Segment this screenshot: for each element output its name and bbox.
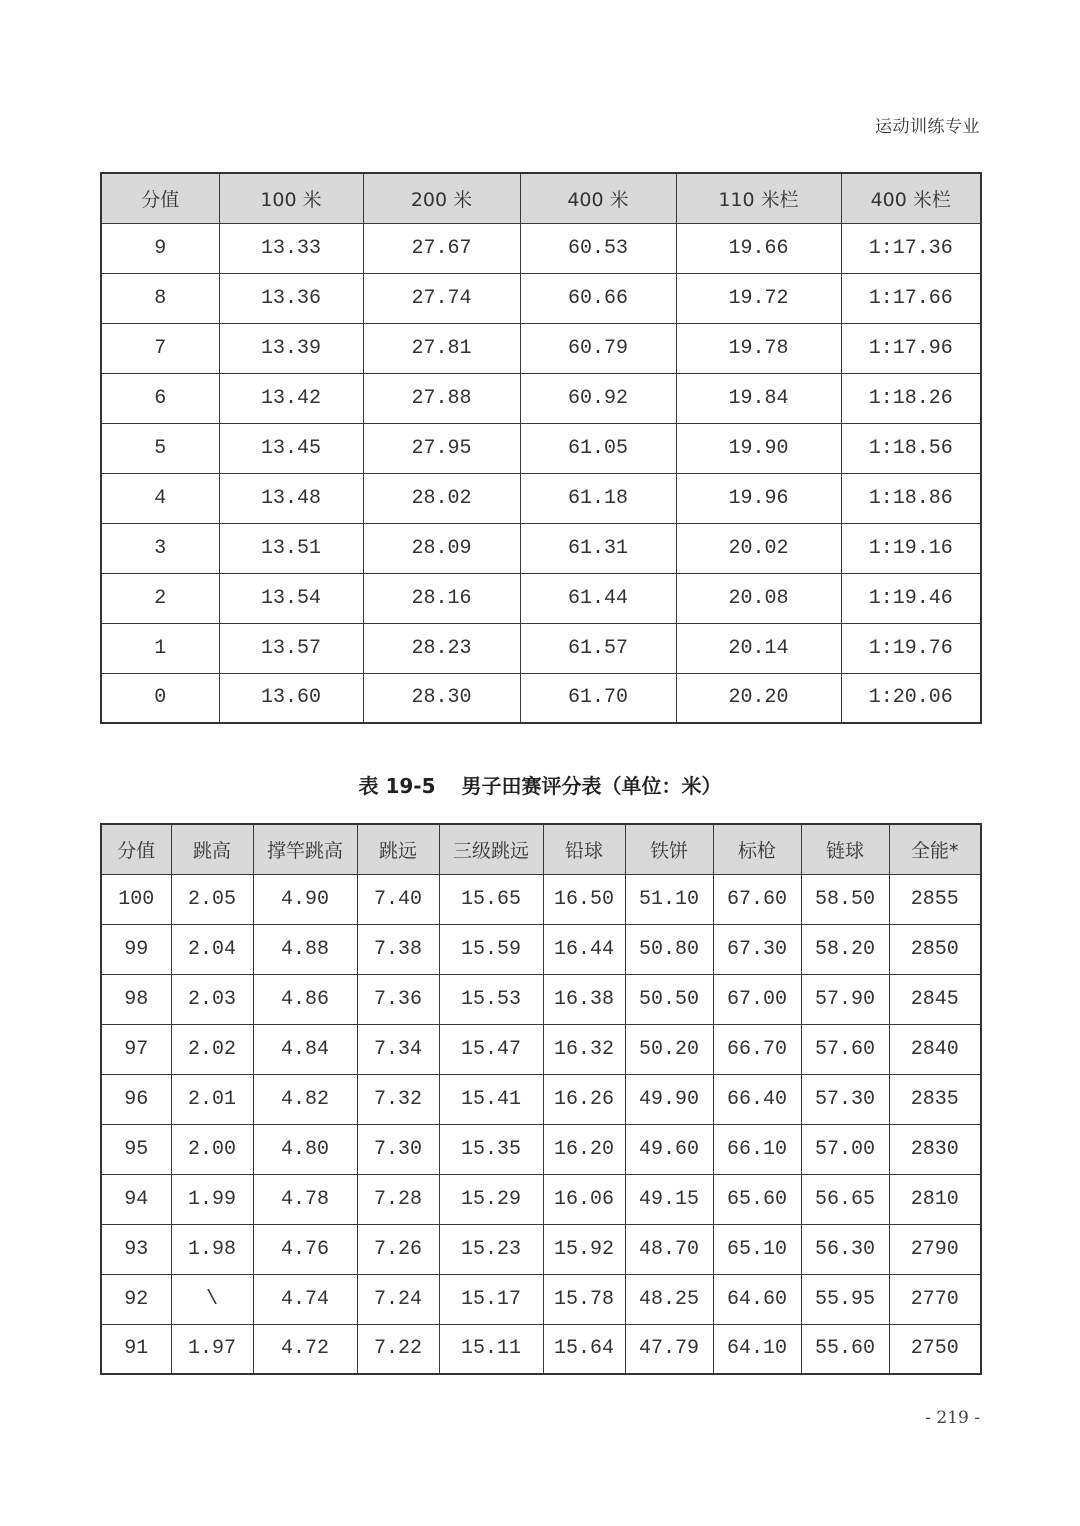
value-cell: 19.96 xyxy=(676,473,841,523)
value-cell: 4.90 xyxy=(253,874,357,924)
value-cell: 66.70 xyxy=(713,1024,801,1074)
header-row xyxy=(101,173,981,223)
value-cell: 27.74 xyxy=(363,273,520,323)
column-header: 三级跳远 xyxy=(439,824,543,874)
value-cell: 67.30 xyxy=(713,924,801,974)
table-row xyxy=(101,573,981,623)
value-cell: 64.60 xyxy=(713,1274,801,1324)
value-cell: 13.45 xyxy=(219,423,363,473)
score-cell: 99 xyxy=(101,924,171,974)
value-cell: 28.02 xyxy=(363,473,520,523)
value-cell: 2835 xyxy=(889,1074,981,1124)
value-cell: 55.95 xyxy=(801,1274,889,1324)
value-cell: 7.30 xyxy=(357,1124,439,1174)
value-cell: 2790 xyxy=(889,1224,981,1274)
table-row xyxy=(101,373,981,423)
column-header: 铁饼 xyxy=(625,824,713,874)
value-cell: 1:18.86 xyxy=(841,473,981,523)
value-cell: 27.88 xyxy=(363,373,520,423)
column-header: 跳高 xyxy=(171,824,253,874)
value-cell: 48.70 xyxy=(625,1224,713,1274)
value-cell: 4.78 xyxy=(253,1174,357,1224)
value-cell: 15.78 xyxy=(543,1274,625,1324)
column-header: 200 米 xyxy=(363,173,520,223)
value-cell: 58.50 xyxy=(801,874,889,924)
value-cell: 19.84 xyxy=(676,373,841,423)
value-cell: 13.33 xyxy=(219,223,363,273)
value-cell: 16.50 xyxy=(543,874,625,924)
value-cell: 2840 xyxy=(889,1024,981,1074)
value-cell: 50.20 xyxy=(625,1024,713,1074)
value-cell: 28.16 xyxy=(363,573,520,623)
field-scoring-table xyxy=(100,823,982,1375)
value-cell: 1.98 xyxy=(171,1224,253,1274)
value-cell: 2845 xyxy=(889,974,981,1024)
value-cell: 65.60 xyxy=(713,1174,801,1224)
table-caption-title: 男子田赛评分表（单位：米） xyxy=(461,774,722,798)
score-cell: 92 xyxy=(101,1274,171,1324)
table-row xyxy=(101,273,981,323)
value-cell: 66.40 xyxy=(713,1074,801,1124)
value-cell: 16.20 xyxy=(543,1124,625,1174)
value-cell: 56.30 xyxy=(801,1224,889,1274)
value-cell: 2750 xyxy=(889,1324,981,1374)
value-cell: 1.97 xyxy=(171,1324,253,1374)
column-header: 分值 xyxy=(101,173,219,223)
value-cell: 16.06 xyxy=(543,1174,625,1224)
score-cell: 100 xyxy=(101,874,171,924)
value-cell: 7.26 xyxy=(357,1224,439,1274)
value-cell: 19.72 xyxy=(676,273,841,323)
value-cell: 58.20 xyxy=(801,924,889,974)
value-cell: 61.31 xyxy=(520,523,676,573)
value-cell: 7.40 xyxy=(357,874,439,924)
value-cell: 1:19.46 xyxy=(841,573,981,623)
value-cell: 28.23 xyxy=(363,623,520,673)
score-cell: 4 xyxy=(101,473,219,523)
value-cell: 2855 xyxy=(889,874,981,924)
score-cell: 91 xyxy=(101,1324,171,1374)
value-cell: 2770 xyxy=(889,1274,981,1324)
value-cell: 16.32 xyxy=(543,1024,625,1074)
value-cell: 15.59 xyxy=(439,924,543,974)
value-cell: 19.90 xyxy=(676,423,841,473)
value-cell: 4.88 xyxy=(253,924,357,974)
value-cell: 4.82 xyxy=(253,1074,357,1124)
value-cell: 48.25 xyxy=(625,1274,713,1324)
value-cell: 13.42 xyxy=(219,373,363,423)
value-cell: 56.65 xyxy=(801,1174,889,1224)
value-cell: 2.02 xyxy=(171,1024,253,1074)
value-cell: 15.29 xyxy=(439,1174,543,1224)
value-cell: 1:17.96 xyxy=(841,323,981,373)
value-cell: 57.00 xyxy=(801,1124,889,1174)
track-scoring-table xyxy=(100,172,982,724)
score-cell: 98 xyxy=(101,974,171,1024)
table-row xyxy=(101,1324,981,1374)
table-row xyxy=(101,924,981,974)
score-cell: 96 xyxy=(101,1074,171,1124)
value-cell: 20.02 xyxy=(676,523,841,573)
score-cell: 8 xyxy=(101,273,219,323)
table-body xyxy=(101,874,981,1374)
value-cell: 2.01 xyxy=(171,1074,253,1124)
score-cell: 3 xyxy=(101,523,219,573)
value-cell: 15.17 xyxy=(439,1274,543,1324)
score-cell: 94 xyxy=(101,1174,171,1224)
table-row xyxy=(101,974,981,1024)
value-cell: 15.65 xyxy=(439,874,543,924)
value-cell: 13.57 xyxy=(219,623,363,673)
table-row xyxy=(101,623,981,673)
page-number: - 219 - xyxy=(925,1408,980,1428)
value-cell: 19.78 xyxy=(676,323,841,373)
score-cell: 0 xyxy=(101,673,219,723)
column-header: 跳远 xyxy=(357,824,439,874)
value-cell: 51.10 xyxy=(625,874,713,924)
value-cell: 57.60 xyxy=(801,1024,889,1074)
value-cell: 2.04 xyxy=(171,924,253,974)
table-row xyxy=(101,423,981,473)
value-cell: 60.79 xyxy=(520,323,676,373)
value-cell: 1:18.56 xyxy=(841,423,981,473)
value-cell: 2830 xyxy=(889,1124,981,1174)
table-row xyxy=(101,223,981,273)
score-cell: 6 xyxy=(101,373,219,423)
value-cell: 49.15 xyxy=(625,1174,713,1224)
value-cell: 57.90 xyxy=(801,974,889,1024)
score-cell: 1 xyxy=(101,623,219,673)
table-row xyxy=(101,1124,981,1174)
value-cell: 61.18 xyxy=(520,473,676,523)
value-cell: 15.41 xyxy=(439,1074,543,1124)
column-header: 110 米栏 xyxy=(676,173,841,223)
column-header: 铅球 xyxy=(543,824,625,874)
value-cell: 15.92 xyxy=(543,1224,625,1274)
value-cell: 27.67 xyxy=(363,223,520,273)
value-cell: 4.80 xyxy=(253,1124,357,1174)
value-cell: 13.39 xyxy=(219,323,363,373)
value-cell: 60.92 xyxy=(520,373,676,423)
table-header-row xyxy=(101,824,981,874)
value-cell: 4.76 xyxy=(253,1224,357,1274)
value-cell: 1:20.06 xyxy=(841,673,981,723)
table-row xyxy=(101,473,981,523)
value-cell: 2.03 xyxy=(171,974,253,1024)
value-cell: 65.10 xyxy=(713,1224,801,1274)
value-cell: 15.64 xyxy=(543,1324,625,1374)
value-cell: 15.11 xyxy=(439,1324,543,1374)
value-cell: 7.28 xyxy=(357,1174,439,1224)
table-row xyxy=(101,874,981,924)
value-cell: 4.74 xyxy=(253,1274,357,1324)
value-cell: 15.47 xyxy=(439,1024,543,1074)
table-row xyxy=(101,1074,981,1124)
value-cell: 61.57 xyxy=(520,623,676,673)
value-cell: 49.90 xyxy=(625,1074,713,1124)
value-cell: 7.38 xyxy=(357,924,439,974)
value-cell: 20.08 xyxy=(676,573,841,623)
table-row xyxy=(101,1174,981,1224)
score-cell: 5 xyxy=(101,423,219,473)
value-cell: 2.05 xyxy=(171,874,253,924)
value-cell: 47.79 xyxy=(625,1324,713,1374)
running-header: 运动训练专业 xyxy=(875,117,980,137)
table-row xyxy=(101,1224,981,1274)
value-cell: 13.48 xyxy=(219,473,363,523)
value-cell: 2850 xyxy=(889,924,981,974)
value-cell: 13.60 xyxy=(219,673,363,723)
column-header: 400 米 xyxy=(520,173,676,223)
value-cell: 4.86 xyxy=(253,974,357,1024)
value-cell: 4.72 xyxy=(253,1324,357,1374)
value-cell: 50.50 xyxy=(625,974,713,1024)
column-header: 全能* xyxy=(889,824,981,874)
value-cell: 7.32 xyxy=(357,1074,439,1124)
value-cell: 28.30 xyxy=(363,673,520,723)
value-cell: 67.60 xyxy=(713,874,801,924)
value-cell: 1.99 xyxy=(171,1174,253,1224)
value-cell: 7.22 xyxy=(357,1324,439,1374)
value-cell: 15.35 xyxy=(439,1124,543,1174)
column-header: 100 米 xyxy=(219,173,363,223)
value-cell: 19.66 xyxy=(676,223,841,273)
value-cell: 50.80 xyxy=(625,924,713,974)
value-cell: 55.60 xyxy=(801,1324,889,1374)
value-cell: 16.38 xyxy=(543,974,625,1024)
value-cell: 7.24 xyxy=(357,1274,439,1324)
value-cell: 27.81 xyxy=(363,323,520,373)
value-cell: 15.23 xyxy=(439,1224,543,1274)
table-row xyxy=(101,523,981,573)
table-row xyxy=(101,323,981,373)
column-header: 分值 xyxy=(101,824,171,874)
table-row xyxy=(101,1274,981,1324)
header-row xyxy=(101,824,981,874)
value-cell: 13.54 xyxy=(219,573,363,623)
value-cell: 7.36 xyxy=(357,974,439,1024)
table-body xyxy=(101,223,981,723)
value-cell: 1:19.76 xyxy=(841,623,981,673)
value-cell: 66.10 xyxy=(713,1124,801,1174)
value-cell: 27.95 xyxy=(363,423,520,473)
score-cell: 9 xyxy=(101,223,219,273)
value-cell: 16.44 xyxy=(543,924,625,974)
score-cell: 2 xyxy=(101,573,219,623)
value-cell: 64.10 xyxy=(713,1324,801,1374)
value-cell: 4.84 xyxy=(253,1024,357,1074)
value-cell: 20.20 xyxy=(676,673,841,723)
value-cell: 1:17.36 xyxy=(841,223,981,273)
table-header-row xyxy=(101,173,981,223)
column-header: 400 米栏 xyxy=(841,173,981,223)
table-caption xyxy=(0,770,1080,799)
value-cell: 61.05 xyxy=(520,423,676,473)
column-header: 撑竿跳高 xyxy=(253,824,357,874)
value-cell: 49.60 xyxy=(625,1124,713,1174)
value-cell: 2810 xyxy=(889,1174,981,1224)
value-cell: 61.70 xyxy=(520,673,676,723)
value-cell: 60.66 xyxy=(520,273,676,323)
value-cell: 1:19.16 xyxy=(841,523,981,573)
value-cell: 28.09 xyxy=(363,523,520,573)
value-cell: 2.00 xyxy=(171,1124,253,1174)
score-cell: 95 xyxy=(101,1124,171,1174)
table-row xyxy=(101,1024,981,1074)
value-cell: 61.44 xyxy=(520,573,676,623)
value-cell: 7.34 xyxy=(357,1024,439,1074)
table-caption-number: 表 19-5 xyxy=(358,774,436,798)
value-cell: 13.36 xyxy=(219,273,363,323)
value-cell: 15.53 xyxy=(439,974,543,1024)
value-cell: \ xyxy=(171,1274,253,1324)
score-cell: 97 xyxy=(101,1024,171,1074)
value-cell: 67.00 xyxy=(713,974,801,1024)
column-header: 链球 xyxy=(801,824,889,874)
value-cell: 1:18.26 xyxy=(841,373,981,423)
score-cell: 7 xyxy=(101,323,219,373)
score-cell: 93 xyxy=(101,1224,171,1274)
value-cell: 16.26 xyxy=(543,1074,625,1124)
value-cell: 1:17.66 xyxy=(841,273,981,323)
value-cell: 13.51 xyxy=(219,523,363,573)
value-cell: 60.53 xyxy=(520,223,676,273)
value-cell: 57.30 xyxy=(801,1074,889,1124)
value-cell: 20.14 xyxy=(676,623,841,673)
column-header: 标枪 xyxy=(713,824,801,874)
table-row xyxy=(101,673,981,723)
